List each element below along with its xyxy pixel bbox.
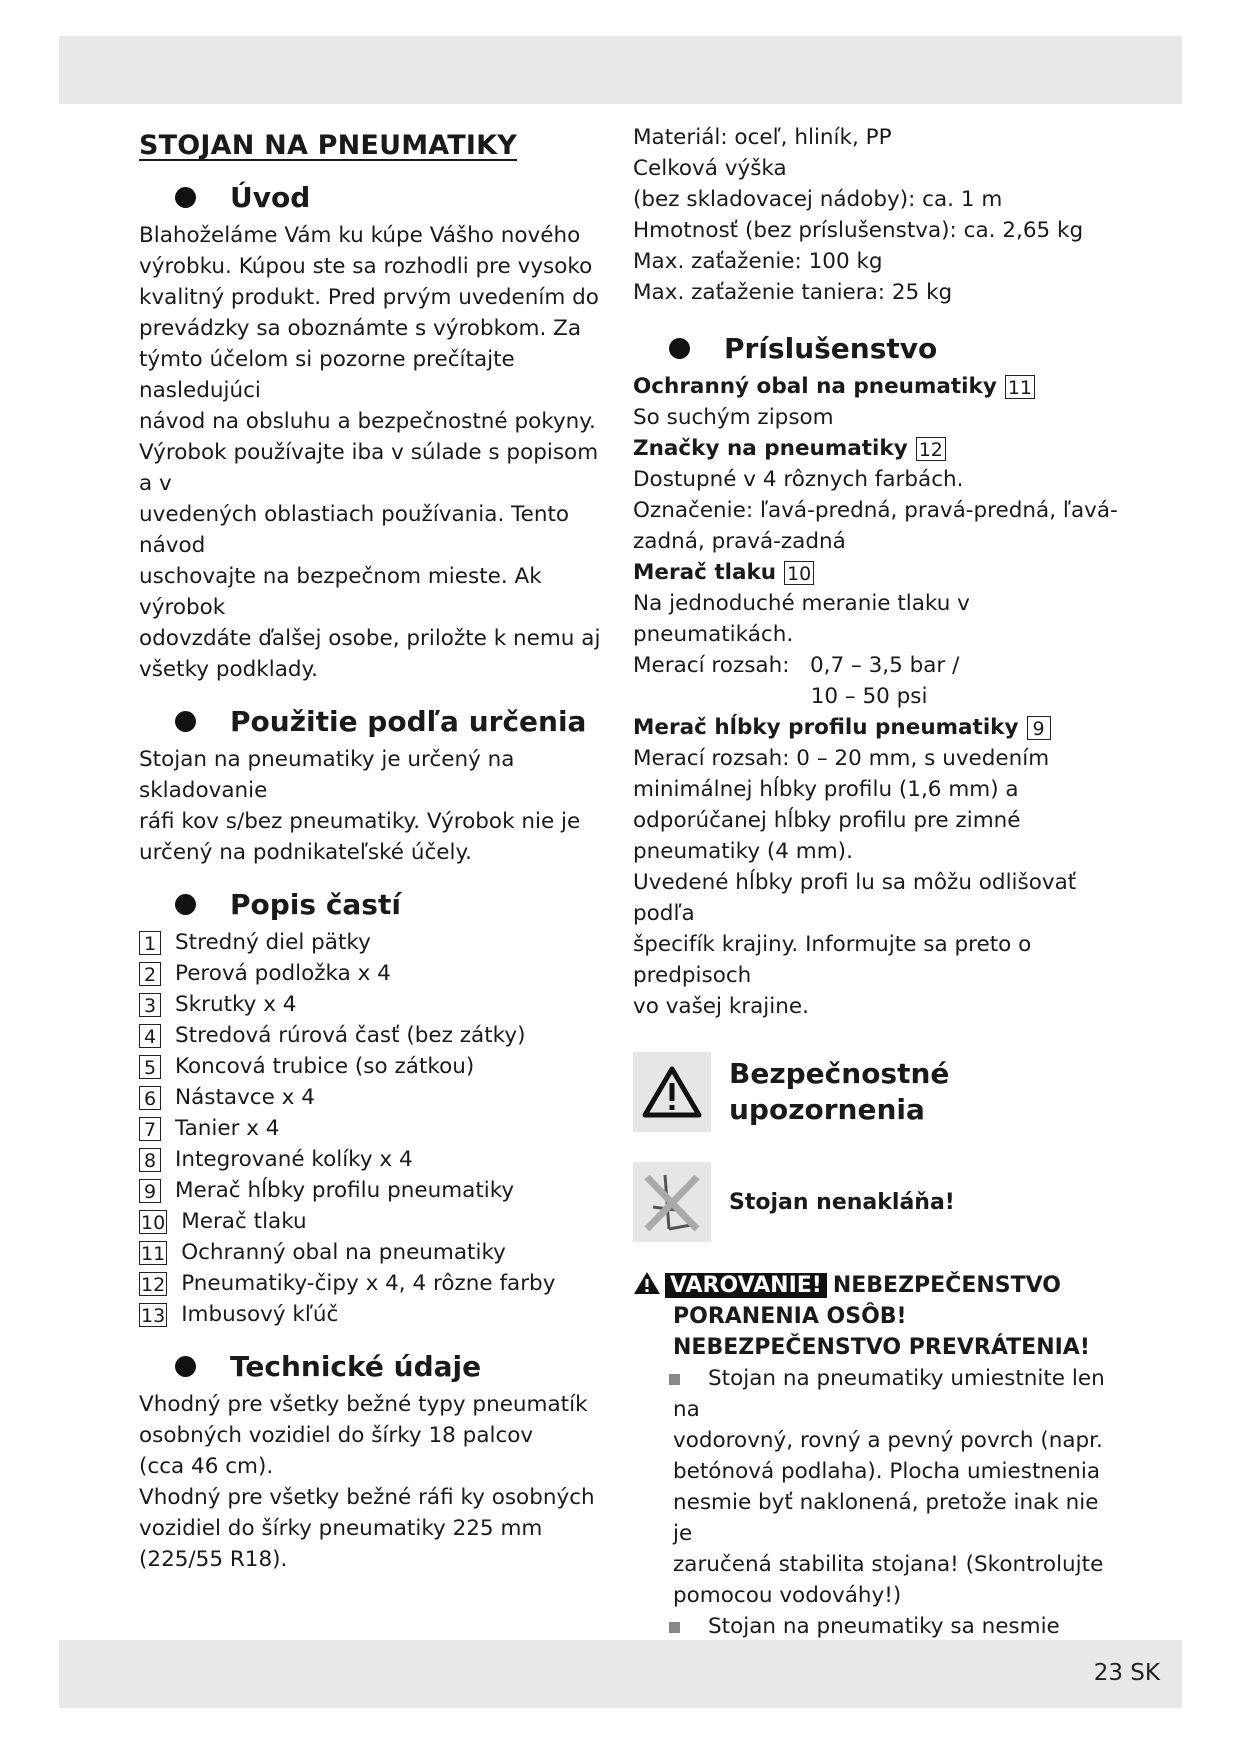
section-accessories-heading (669, 332, 1123, 365)
bullet-icon (175, 894, 196, 915)
depth-line: špecifík krajiny. Informujte sa preto o predpisoch (633, 932, 1032, 988)
spec-line: Hmotnosť (bez príslušenstva): ca. 2,65 kg (633, 218, 1084, 243)
section-parts-heading (175, 888, 604, 921)
left-column (139, 122, 604, 1575)
part-number: 6 (139, 1086, 161, 1110)
part-number: 7 (139, 1117, 161, 1141)
intro-line: kvalitný produkt. Pred prvým uvedením do (139, 285, 599, 310)
depth-line: Uvedené hĺbky profi lu sa môžu odlišovať podľa (633, 870, 1077, 926)
tech-line: vozidiel do šírky pneumatiky 225 mm (139, 1516, 543, 1541)
warning-triangle-icon (633, 1052, 711, 1132)
usage-heading: Použitie podľa určenia (230, 705, 587, 738)
part-number: 11 (141, 1242, 166, 1265)
intro-line: uschovajte na bezpečnom mieste. Ak výrobok (139, 564, 542, 620)
tech-text (139, 1389, 604, 1575)
cover-text: So suchým zipsom (633, 405, 834, 430)
tags-line: Označenie: ľavá-predná, pravá-predná, ľavá- (633, 498, 1118, 523)
part-number: 10 (141, 1211, 166, 1234)
parts-list-item (139, 989, 604, 1020)
footer-band (59, 1640, 1182, 1708)
intro-line: týmto účelom si pozorne prečítajte nasledujúci (139, 347, 515, 403)
pressure-ref: 10 (784, 561, 814, 585)
depth-line: Merací rozsah: 0 – 20 mm, s uvedením (633, 746, 1050, 771)
page-number: 23 SK (1093, 1660, 1160, 1686)
section-intro-heading (175, 181, 604, 214)
parts-list-item (139, 1051, 604, 1082)
warning-bullet-text: pomocou vodováhy!) (673, 1583, 902, 1608)
warning-bullet-text: vodorovný, rovný a pevný povrch (napr. (673, 1428, 1103, 1453)
specs-text (633, 122, 1123, 308)
intro-line: všetky podklady. (139, 657, 319, 682)
depth-title-text: Merač hĺbky profilu pneumatiky (633, 715, 1019, 740)
intro-line: návod na obsluhu a bezpečnostné pokyny. (139, 409, 596, 434)
spec-line: Max. zaťaženie taniera: 25 kg (633, 280, 953, 305)
parts-list-item (139, 927, 604, 958)
part-label: Integrované kolíky x 4 (175, 1147, 413, 1172)
intro-heading: Úvod (230, 181, 311, 214)
usage-text (139, 744, 604, 868)
parts-list-item (139, 1020, 604, 1051)
warning-bullet-text: Stojan na pneumatiky umiestnite len na (673, 1366, 1105, 1422)
part-number: 13 (141, 1304, 166, 1327)
intro-line: Blahoželáme Vám ku kúpe Vášho nového (139, 223, 581, 248)
tech-line: (cca 46 cm). (139, 1454, 274, 1479)
tech-line: osobných vozidiel do šírky 18 palcov (139, 1423, 534, 1448)
spec-line: (bez skladovacej nádoby): ca. 1 m (633, 187, 1003, 212)
warning-tag: VAROVANIE! (665, 1273, 827, 1298)
pressure-line: Na jednoduché meranie tlaku v pneumatikách. (633, 591, 970, 647)
part-label: Merač tlaku (181, 1209, 307, 1234)
right-column (633, 122, 1123, 1704)
intro-line: prevádzky sa oboznámte s výrobkom. Za (139, 316, 582, 341)
intro-line: odovzdáte ďalšej osobe, priložte k nemu aj (139, 626, 601, 651)
part-number: 4 (139, 1024, 161, 1048)
part-number: 3 (139, 993, 161, 1017)
document-title: STOJAN NA PNEUMATIKY (139, 130, 518, 161)
accessories-heading: Príslušenstvo (724, 332, 938, 365)
part-number: 8 (139, 1148, 161, 1172)
square-bullet-icon (669, 1374, 680, 1385)
warning-block (633, 1270, 1123, 1704)
depth-line: pneumatiky (4 mm). (633, 839, 853, 864)
parts-list-item (139, 1237, 604, 1268)
spec-line: Max. zaťaženie: 100 kg (633, 249, 883, 274)
cover-ref: 11 (1005, 375, 1035, 399)
parts-list-item (139, 1268, 604, 1299)
section-usage-heading (175, 705, 604, 738)
warning-bullet-text: nesmie byť naklonená, pretože inak nie je (673, 1490, 1099, 1546)
pressure-range: Merací rozsah: 0,7 – 3,5 bar / (633, 653, 960, 678)
tech-line: Vhodný pre všetky bežné ráfi ky osobných (139, 1485, 595, 1510)
tags-title (633, 433, 1123, 464)
no-tilt-icon (633, 1162, 711, 1242)
part-label: Tanier x 4 (175, 1116, 280, 1141)
safety-heading-line: upozornenia (729, 1093, 925, 1126)
parts-list-item (139, 1144, 604, 1175)
depth-ref: 9 (1027, 716, 1051, 740)
part-number: 12 (141, 1273, 166, 1296)
part-label: Skrutky x 4 (175, 992, 297, 1017)
pressure-range: 10 – 50 psi (633, 684, 928, 709)
no-tilt-block (633, 1162, 1123, 1242)
warning-bullet (673, 1363, 1123, 1425)
part-label: Stredný diel pätky (175, 930, 371, 955)
warning-head-line: NEBEZPEČENSTVO (832, 1273, 1061, 1298)
part-label: Stredová rúrová časť (bez zátky) (175, 1023, 526, 1048)
part-label: Merač hĺbky profilu pneumatiky (175, 1178, 515, 1203)
header-band (59, 36, 1182, 104)
warning-small-icon (633, 1271, 661, 1295)
bullet-icon (175, 1356, 196, 1377)
part-number: 5 (139, 1055, 161, 1079)
intro-line: Výrobok používajte iba v súlade s popisom a v (139, 440, 599, 496)
tags-title-text: Značky na pneumatiky (633, 436, 908, 461)
parts-heading: Popis častí (230, 888, 401, 921)
spec-line: Celková výška (633, 156, 787, 181)
intro-text (139, 220, 604, 685)
warning-head-line: NEBEZPEČENSTVO PREVRÁTENIA! (673, 1335, 1090, 1360)
usage-line: Stojan na pneumatiky je určený na skladovanie (139, 747, 515, 803)
section-tech-heading (175, 1350, 604, 1383)
no-tilt-text: Stojan nenakláňa! (729, 1189, 955, 1215)
part-label: Nástavce x 4 (175, 1085, 315, 1110)
tech-line: (225/55 R18). (139, 1547, 288, 1572)
warning-bullet-text: Stojan na pneumatiky sa nesmie (708, 1614, 1060, 1639)
bullet-icon (669, 338, 690, 359)
tech-heading: Technické údaje (230, 1350, 482, 1383)
parts-list (139, 927, 604, 1330)
tags-line: zadná, pravá-zadná (633, 529, 846, 554)
parts-list-item (139, 1113, 604, 1144)
warning-head (633, 1270, 1123, 1301)
spec-line: Materiál: oceľ, hliník, PP (633, 125, 892, 150)
usage-line: určený na podnikateľské účely. (139, 840, 472, 865)
parts-list-item (139, 1206, 604, 1237)
cover-title-text: Ochranný obal na pneumatiky (633, 374, 997, 399)
parts-list-item (139, 1082, 604, 1113)
part-label: Ochranný obal na pneumatiky (181, 1240, 506, 1265)
usage-line: ráfi kov s/bez pneumatiky. Výrobok nie je (139, 809, 581, 834)
tags-ref: 12 (916, 437, 946, 461)
part-number: 2 (139, 962, 161, 986)
square-bullet-icon (669, 1622, 680, 1633)
depth-line: vo vašej krajine. (633, 994, 809, 1019)
part-label: Perová podložka x 4 (175, 961, 391, 986)
safety-heading-line: Bezpečnostné (729, 1057, 950, 1090)
part-label: Imbusový kľúč (181, 1302, 339, 1327)
parts-list-item (139, 1175, 604, 1206)
warning-head-line: PORANENIA OSÔB! (673, 1304, 907, 1329)
safety-heading-block (633, 1052, 1123, 1132)
depth-title (633, 712, 1123, 743)
warning-bullet-text: zaručená stabilita stojana! (Skontrolujte (673, 1552, 1104, 1577)
parts-list-item (139, 958, 604, 989)
part-label: Pneumatiky-čipy x 4, 4 rôzne farby (181, 1271, 556, 1296)
cover-title (633, 371, 1123, 402)
depth-line: minimálnej hĺbky profilu (1,6 mm) a (633, 777, 1019, 802)
safety-heading (729, 1056, 949, 1128)
part-number: 1 (139, 931, 161, 955)
bullet-icon (175, 187, 196, 208)
bullet-icon (175, 711, 196, 732)
warning-bullet-text: betónová podlaha). Plocha umiestnenia (673, 1459, 1101, 1484)
intro-line: výrobku. Kúpou ste sa rozhodli pre vysoko (139, 254, 593, 279)
part-label: Koncová trubice (so zátkou) (175, 1054, 475, 1079)
pressure-title-text: Merač tlaku (633, 560, 777, 585)
tags-line: Dostupné v 4 rôznych farbách. (633, 467, 964, 492)
depth-line: odporúčanej hĺbky profilu pre zimné (633, 808, 1021, 833)
pressure-title (633, 557, 1123, 588)
part-number: 9 (139, 1179, 161, 1203)
parts-list-item (139, 1299, 604, 1330)
tech-line: Vhodný pre všetky bežné typy pneumatík (139, 1392, 588, 1417)
intro-line: uvedených oblastiach používania. Tento návod (139, 502, 570, 558)
